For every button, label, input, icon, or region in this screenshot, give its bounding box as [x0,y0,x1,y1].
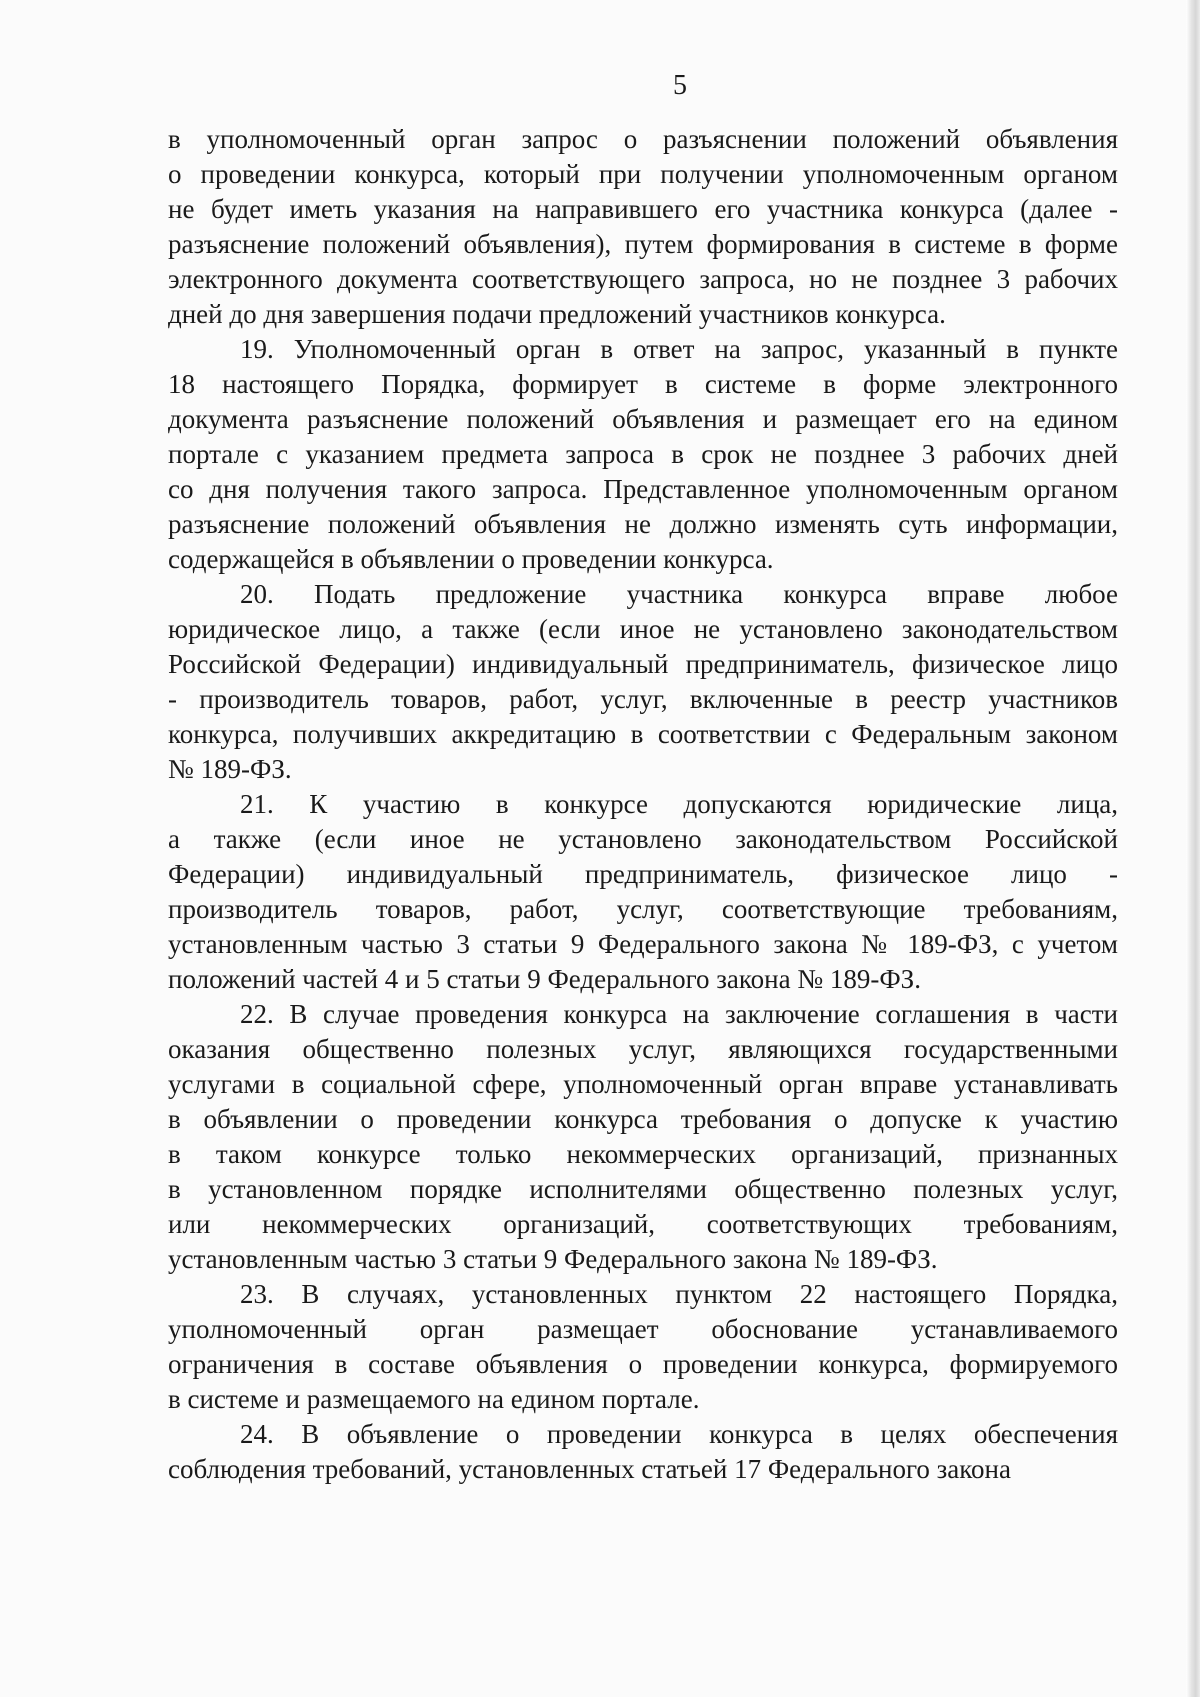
text-line: а также (если иное не установлено законодательством Российской [168,824,1118,854]
text-line: в объявлении о проведении конкурса требования о допуске к участию [168,1104,1118,1134]
text-line: ограничения в составе объявления о проведении конкурса, формируемого [168,1349,1118,1379]
text-line: разъяснение положений объявления), путем формирования в системе в форме [168,229,1118,259]
paragraph [168,1417,1118,1487]
text-line: - производитель товаров, работ, услуг, включенные в реестр участников [168,684,1118,714]
text-line: производитель товаров, работ, услуг, соответствующие требованиям, [168,894,1118,924]
text-line: электронного документа соответствующего запроса, но не позднее 3 рабочих [168,264,1118,294]
text-line: Российской Федерации) индивидуальный предприниматель, физическое лицо [168,649,1118,679]
text-line: не будет иметь указания на направившего его участника конкурса (далее - [168,194,1118,224]
text-line: 19. Уполномоченный орган в ответ на запрос, указанный в пункте [240,334,1118,364]
text-line: соблюдения требований, установленных статьей 17 Федерального закона [168,1454,1011,1484]
text-line: конкурса, получивших аккредитацию в соответствии с Федеральным законом [168,719,1118,749]
text-line: дней до дня завершения подачи предложений участников конкурса. [168,299,946,329]
paragraph [168,1277,1118,1417]
paragraph [168,332,1118,577]
text-line: 18 настоящего Порядка, формирует в системе в форме электронного [168,369,1118,399]
page-number: 5 [673,70,687,101]
text-line: № 189-ФЗ. [168,754,292,784]
paragraph [168,577,1118,787]
paragraph [168,122,1118,332]
text-line: юридическое лицо, а также (если иное не установлено законодательством [168,614,1118,644]
text-line: 20. Подать предложение участника конкурса вправе любое [240,579,1118,609]
text-line: или некоммерческих организаций, соответствующих требованиям, [168,1209,1118,1239]
text-line: документа разъяснение положений объявления и размещает его на едином [168,404,1118,434]
text-line: Федерации) индивидуальный предприниматель, физическое лицо - [168,859,1118,889]
text-line: со дня получения такого запроса. Представленное уполномоченным органом [168,474,1118,504]
text-line: о проведении конкурса, который при получении уполномоченным органом [168,159,1118,189]
text-line: в системе и размещаемого на едином портале. [168,1384,700,1414]
text-line: портале с указанием предмета запроса в срок не позднее 3 рабочих дней [168,439,1118,469]
text-line: 21. К участию в конкурсе допускаются юридические лица, [240,789,1118,819]
text-line: в таком конкурсе только некоммерческих организаций, признанных [168,1139,1118,1169]
text-line: 23. В случаях, установленных пунктом 22 настоящего Порядка, [240,1279,1118,1309]
text-line: положений частей 4 и 5 статьи 9 Федерального закона № 189-ФЗ. [168,964,921,994]
text-line: содержащейся в объявлении о проведении конкурса. [168,544,774,574]
document-body [168,122,1118,1487]
text-line: 22. В случае проведения конкурса на заключение соглашения в части [240,999,1118,1029]
text-line: 24. В объявление о проведении конкурса в целях обеспечения [240,1419,1118,1449]
scan-edge [1186,0,1200,1697]
text-line: в уполномоченный орган запрос о разъяснении положений объявления [168,124,1118,154]
text-line: в установленном порядке исполнителями общественно полезных услуг, [168,1174,1118,1204]
text-line: уполномоченный орган размещает обоснование устанавливаемого [168,1314,1118,1344]
paragraph [168,997,1118,1277]
text-line: оказания общественно полезных услуг, являющихся государственными [168,1034,1118,1064]
text-line: разъяснение положений объявления не должно изменять суть информации, [168,509,1118,539]
text-line: установленным частью 3 статьи 9 Федерального закона № 189-ФЗ. [168,1244,938,1274]
text-line: услугами в социальной сфере, уполномоченный орган вправе устанавливать [168,1069,1118,1099]
text-line: установленным частью 3 статьи 9 Федерального закона № 189-ФЗ, с учетом [168,929,1118,959]
paragraph [168,787,1118,997]
